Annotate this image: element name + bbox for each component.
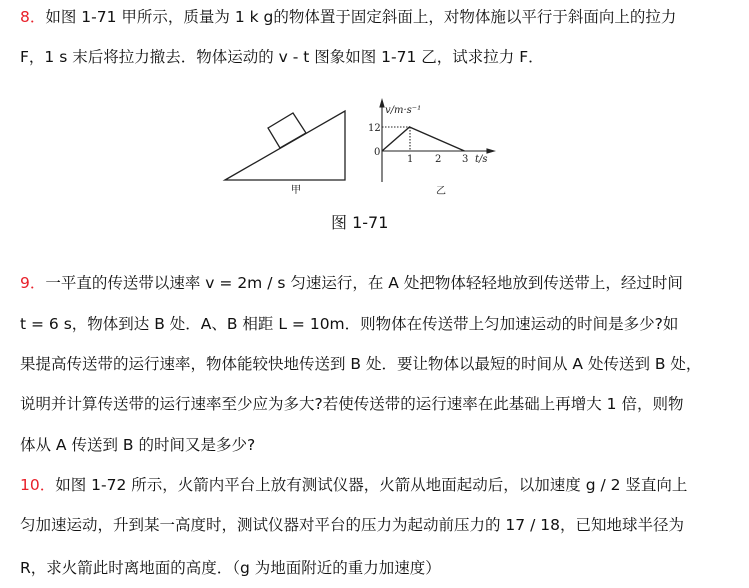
- y-tick-0: 0: [374, 147, 381, 158]
- y-axis-arrow: [380, 100, 384, 107]
- x-axis-label: t/s: [475, 154, 488, 165]
- q9-line-2: t = 6 s，物体到达 B 处．A、B 相距 L = 10m．则物体在传送带上匀加速运动的时间是多少?如: [20, 315, 679, 333]
- q8-line-2: F，1 s 末后将拉力撤去．物体运动的 v - t 图象如图 1-71 乙，试求拉力 F．: [20, 48, 544, 66]
- vt-line: [382, 127, 465, 151]
- incline-diagram: [225, 111, 345, 180]
- x-tick-1: 1: [407, 154, 414, 165]
- q9-line-4: 说明并计算传送带的运行速率至少应为多大?若使传送带的运行速率在此基础上再增大 1 倍，则物: [20, 395, 684, 413]
- label-jia: 甲: [291, 185, 301, 196]
- q9-number: 9．: [20, 274, 46, 292]
- figure-1-71: [0, 0, 749, 240]
- q10-line-1: 10．如图 1-72 所示，火箭内平台上放有测试仪器，火箭从地面起动后，以加速度 g / 2 竖直向上: [20, 476, 688, 494]
- q9-line-3: 果提高传送带的运行速率，物体能较快地传送到 B 处．要让物体以最短的时间从 A 处传送到 B 处，: [20, 355, 702, 373]
- x-tick-3: 3: [462, 154, 469, 165]
- q8-number: 8．: [20, 8, 46, 26]
- x-axis-arrow: [487, 149, 494, 153]
- q9-line-1: 9．一平直的传送带以速率 v = 2m / s 匀速运行，在 A 处把物体轻轻地放到传送带上，经过时间: [20, 274, 683, 292]
- y-axis-label: v/m·s⁻¹: [385, 105, 422, 116]
- y-tick-12: 12: [368, 123, 381, 134]
- label-yi: 乙: [436, 186, 446, 197]
- q8-line-1: 8．如图 1-71 甲所示，质量为 1 k g的物体置于固定斜面上，对物体施以平行于斜面向上的拉力: [20, 8, 677, 26]
- block: [268, 113, 306, 148]
- q10-line-2: 匀加速运动，升到某一高度时，测试仪器对平台的压力为起动前压力的 17 / 18，已知地球半径为: [20, 516, 684, 534]
- x-tick-2: 2: [435, 154, 442, 165]
- figure-caption: 图 1-71: [331, 213, 389, 232]
- q10-line-3: R，求火箭此时离地面的高度．（g 为地面附近的重力加速度）: [20, 559, 441, 577]
- q9-line-5: 体从 A 传送到 B 的时间又是多少?: [20, 436, 256, 454]
- q10-number: 10．: [20, 476, 56, 494]
